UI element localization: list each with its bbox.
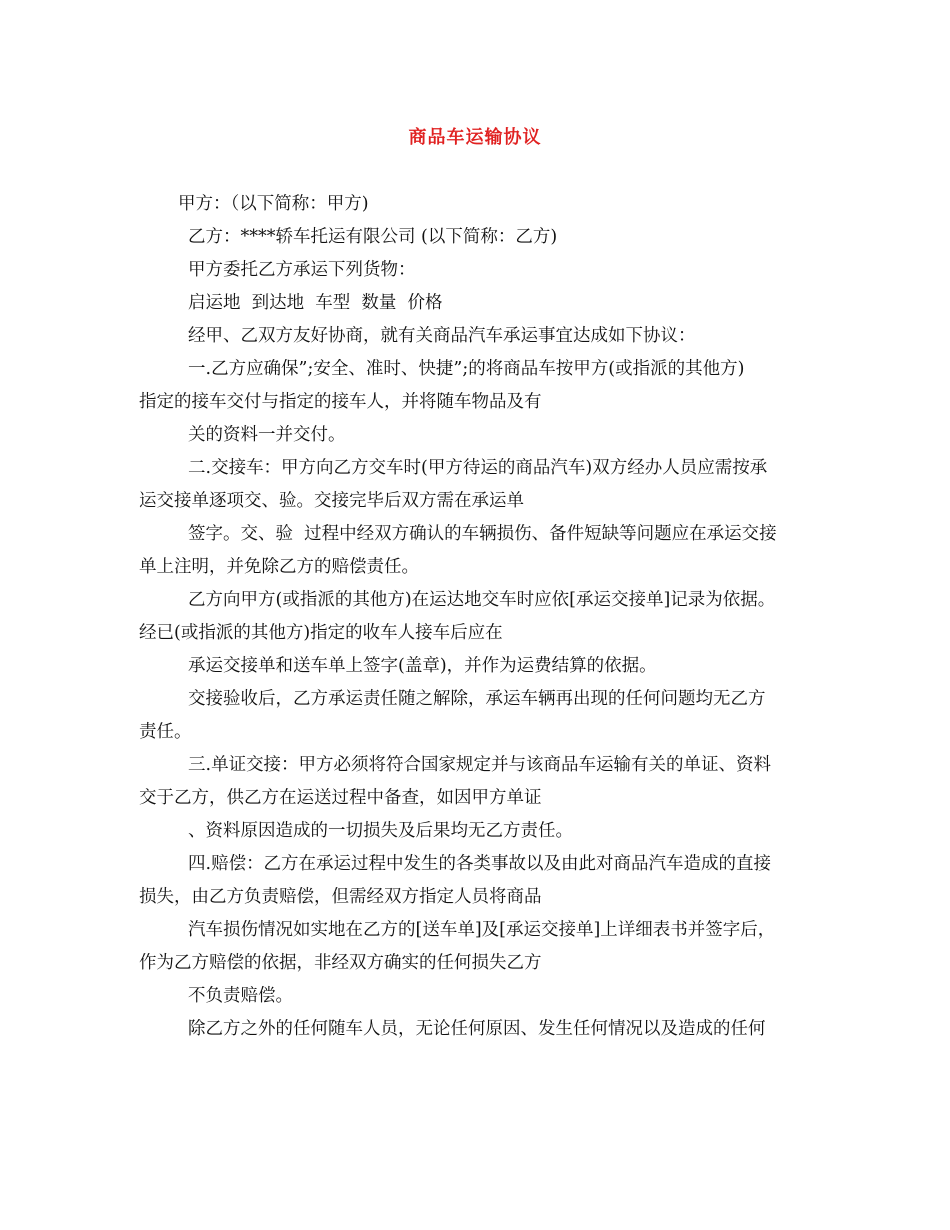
body-line: 乙方向甲方(或指派的其他方)在运达地交车时应依[承运交接单]记录为依据。	[188, 590, 776, 610]
body-line: 指定的接车交付与指定的接车人，并将随车物品及有	[139, 392, 542, 412]
body-line: 二.交接车：甲方向乙方交车时(甲方待运的商品汽车)双方经办人员应需按承	[188, 458, 768, 478]
body-line: 交于乙方，供乙方在运送过程中备查，如因甲方单证	[139, 788, 542, 808]
body-line: 启运地 到达地 车型 数量 价格	[188, 293, 443, 313]
body-line: 承运交接单和送车单上签字(盖章)，并作为运费结算的依据。	[188, 656, 657, 676]
body-line: 关的资料一并交付。	[188, 425, 346, 445]
document-title: 商品车运输协议	[408, 127, 542, 148]
body-line: 交接验收后，乙方承运责任随之解除，承运车辆再出现的任何问题均无乙方	[188, 689, 766, 709]
body-line: 乙方：****轿车托运有限公司 (以下简称：乙方)	[188, 227, 558, 247]
body-line: 甲方委托乙方承运下列货物：	[188, 260, 416, 280]
body-line: 、资料原因造成的一切损失及后果均无乙方责任。	[188, 821, 573, 841]
body-line: 单上注明，并免除乙方的赔偿责任。	[139, 557, 419, 577]
body-line: 除乙方之外的任何随车人员，无论任何原因、发生任何情况以及造成的任何	[188, 1019, 766, 1039]
body-line: 运交接单逐项交、验。交接完毕后双方需在承运单	[139, 491, 524, 511]
body-line: 作为乙方赔偿的依据，非经双方确实的任何损失乙方	[139, 953, 542, 973]
body-line: 不负责赔偿。	[188, 986, 293, 1006]
body-line: 损失，由乙方负责赔偿，但需经双方指定人员将商品	[139, 887, 542, 907]
body-line: 经已(或指派的其他方)指定的收车人接车后应在	[139, 623, 503, 643]
body-line: 甲方：（以下简称：甲方)	[178, 194, 369, 214]
body-line: 一.乙方应确保”;安全、准时、快捷”;的将商品车按甲方(或指派的其他方)	[188, 359, 745, 379]
body-line: 汽车损伤情况如实地在乙方的[送车单]及[承运交接单]上详细表书并签字后，	[188, 920, 776, 940]
body-line: 签字。交、验 过程中经双方确认的车辆损伤、备件短缺等问题应在承运交接	[188, 524, 777, 544]
body-line: 经甲、乙双方友好协商，就有关商品汽车承运事宜达成如下协议：	[188, 326, 696, 346]
body-line: 三.单证交接：甲方必须将符合国家规定并与该商品车运输有关的单证、资料	[188, 755, 772, 775]
body-line: 责任。	[139, 722, 192, 742]
body-line: 四.赔偿：乙方在承运过程中发生的各类事故以及由此对商品汽车造成的直接	[188, 854, 772, 874]
